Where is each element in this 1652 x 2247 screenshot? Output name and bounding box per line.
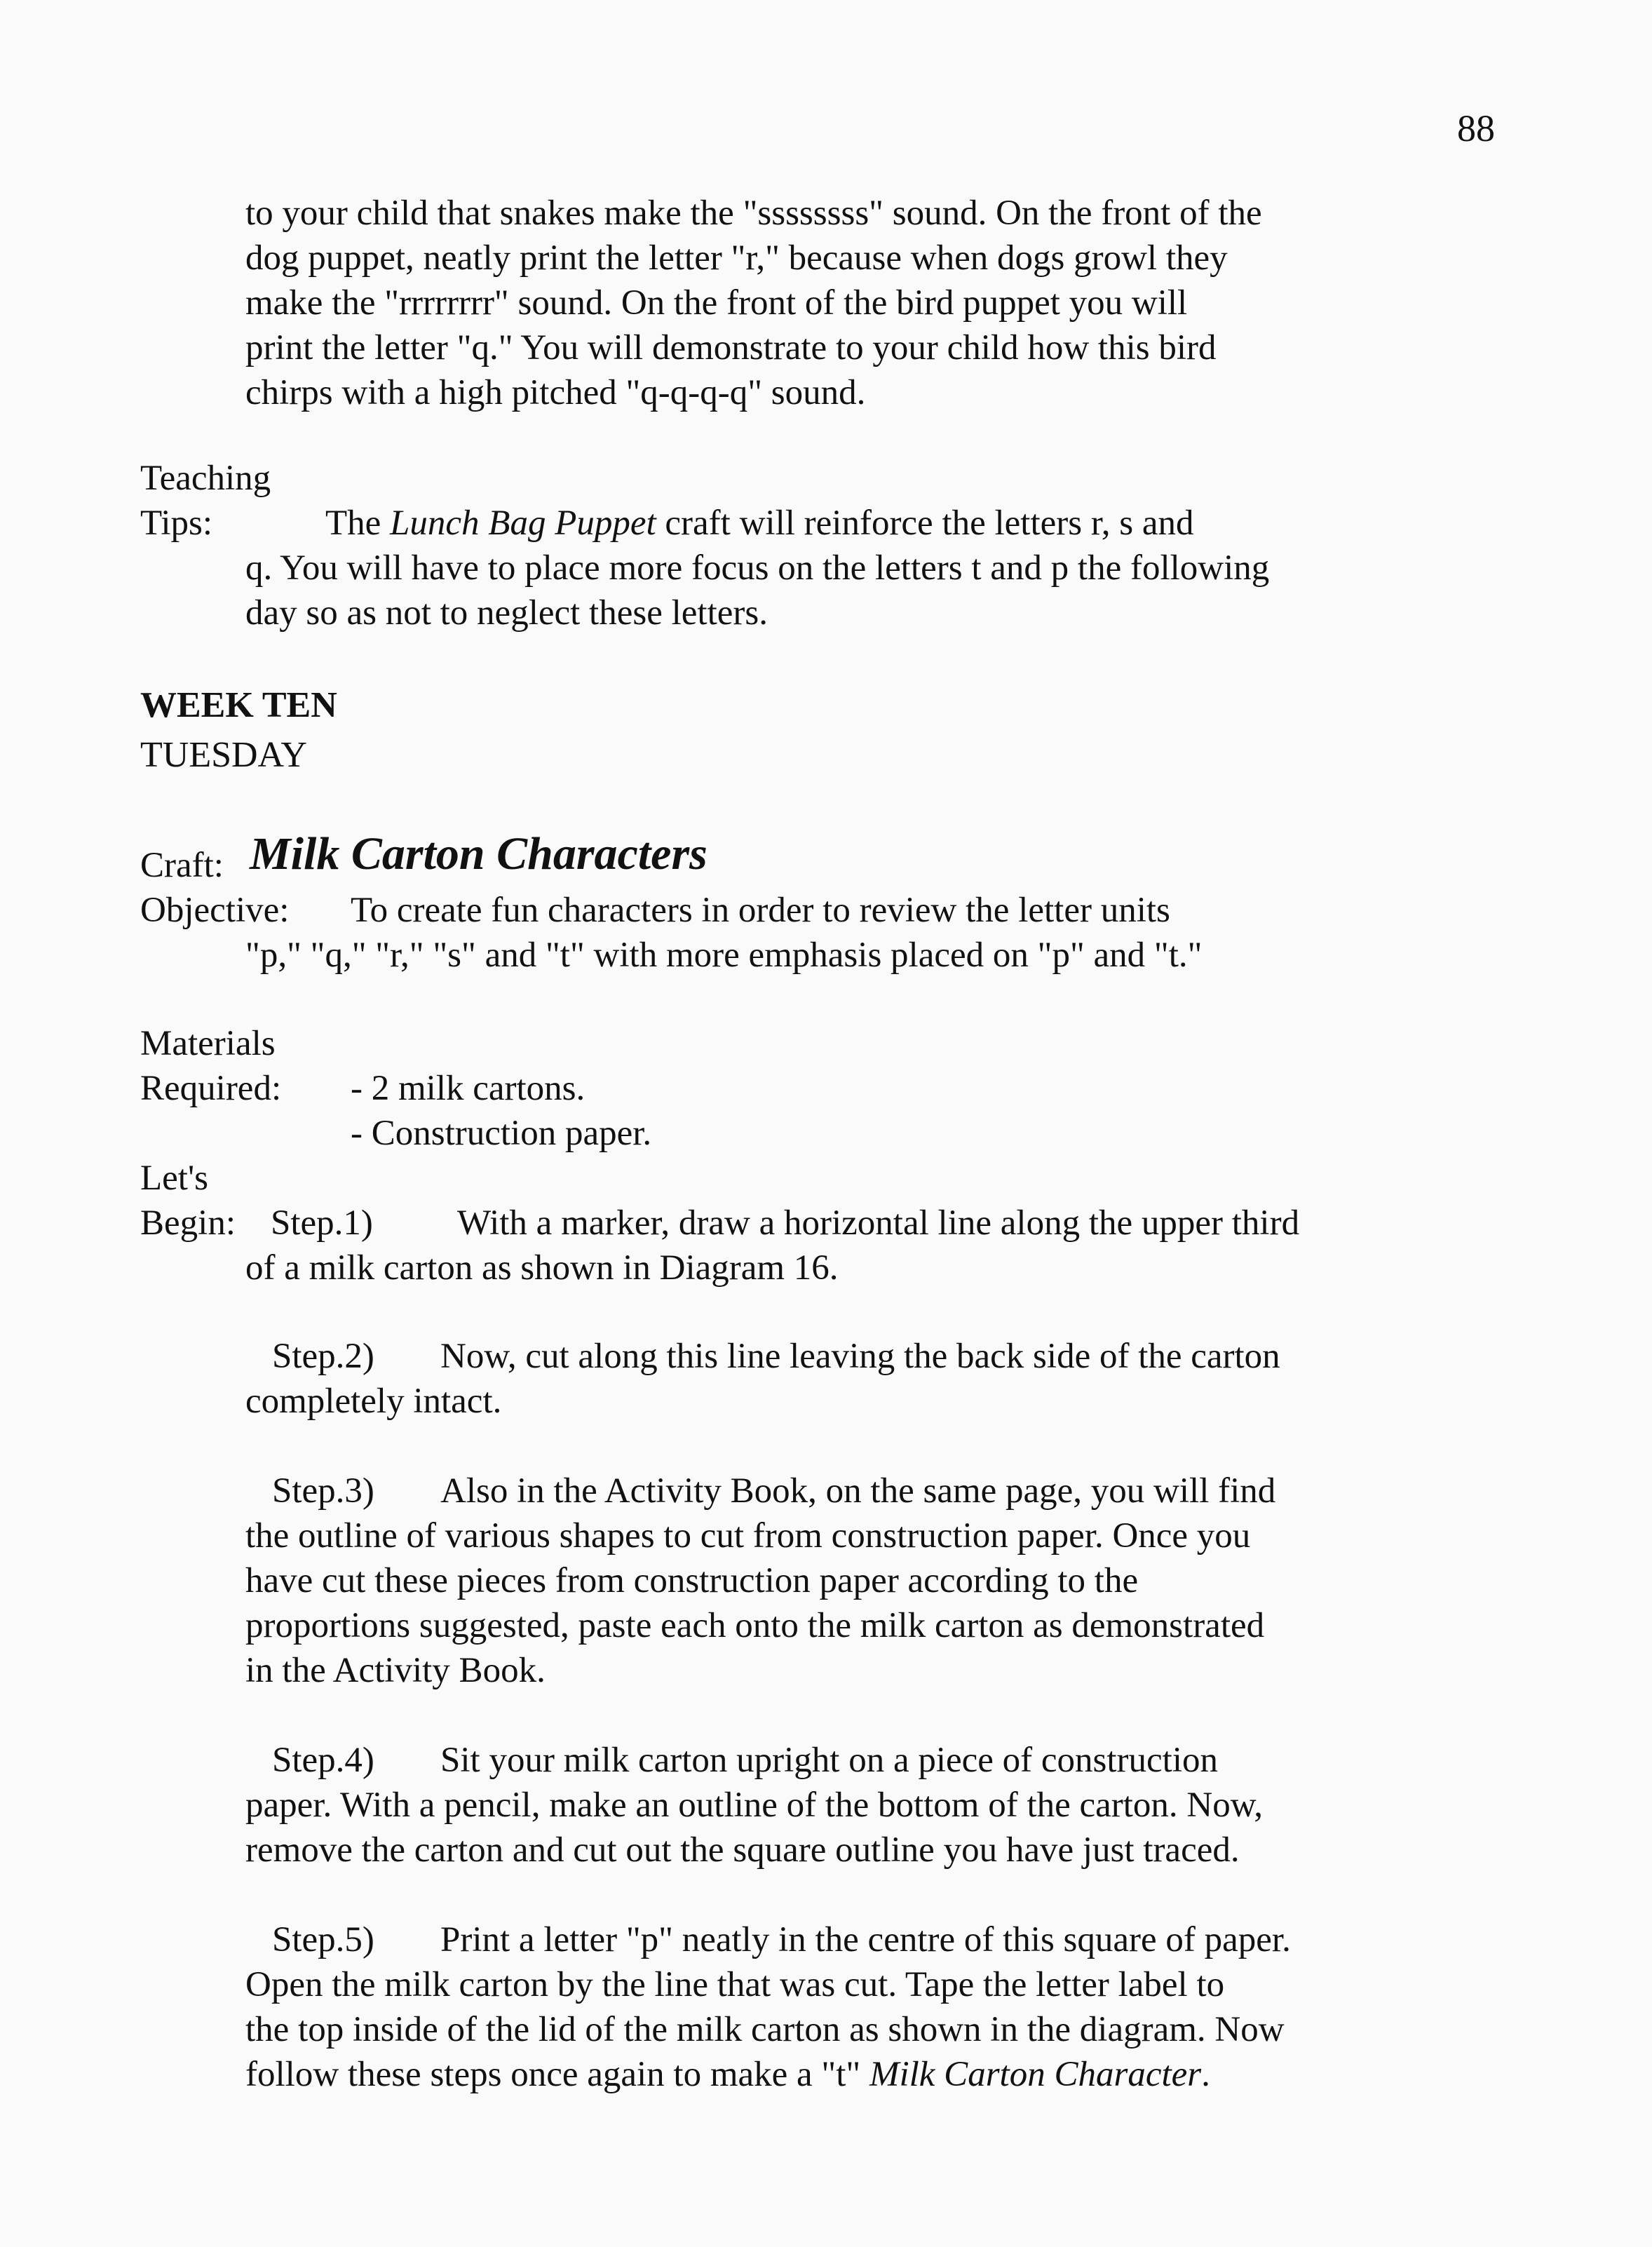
begin-label-1: Let's [140, 1159, 208, 1198]
materials-label-2: Required: [140, 1069, 282, 1108]
week-heading: WEEK TEN [140, 685, 337, 725]
step-3-first-line: Also in the Activity Book, on the same page, you will find [440, 1471, 1276, 1511]
intro-line: make the "rrrrrrrr" sound. On the front of the bird puppet you will [245, 283, 1188, 323]
materials-item: - 2 milk cartons. [351, 1069, 585, 1108]
step-4-line: paper. With a pencil, make an outline of the bottom of the carton. Now, [245, 1786, 1264, 1825]
day-heading: TUESDAY [140, 735, 307, 775]
page-number: 88 [1457, 107, 1495, 149]
step-2-first-line: Now, cut along this line leaving the back side of the carton [440, 1337, 1280, 1376]
teaching-tips-line-1 [325, 501, 1194, 546]
step-3-rest [245, 1513, 1395, 1693]
teaching-tips-label-1: Teaching [140, 459, 271, 498]
intro-line: chirps with a high pitched "q-q-q-q" sound. [245, 373, 866, 412]
intro-line: to your child that snakes make the "ssssssss" sound. On the front of the [245, 194, 1262, 233]
intro-line: print the letter "q." You will demonstrate to your child how this bird [245, 328, 1217, 367]
objective-label: Objective: [140, 891, 290, 930]
step-5-label: Step.5) [272, 1920, 374, 1959]
step-4-line: remove the carton and cut out the square outline you have just traced. [245, 1830, 1240, 1870]
step-1-rest: of a milk carton as shown in Diagram 16. [245, 1248, 839, 1288]
step-5-italic-title: Milk Carton Character [869, 2055, 1202, 2094]
craft-title: Milk Carton Characters [250, 828, 707, 879]
step-1-first-line: With a marker, draw a horizontal line along the upper third [457, 1203, 1300, 1243]
step-5-line: Open the milk carton by the line that was cut. Tape the letter label to [245, 1965, 1225, 2004]
tips-text: craft will reinforce the letters r, s and [656, 504, 1194, 543]
step-3-line: have cut these pieces from construction paper according to the [245, 1561, 1139, 1600]
step-2-rest: completely intact. [245, 1382, 502, 1421]
tips-text: The [325, 504, 391, 543]
materials-list [351, 1066, 651, 1156]
step-3-label: Step.3) [272, 1471, 374, 1511]
step-5-text: . [1201, 2055, 1210, 2094]
teaching-tips-body [245, 546, 1395, 635]
step-5-last-line [245, 2052, 1395, 2097]
materials-item: - Construction paper. [351, 1114, 652, 1153]
step-3-line: in the Activity Book. [245, 1651, 546, 1690]
step-4-rest [245, 1783, 1395, 1872]
step-5-rest [245, 1962, 1395, 2097]
intro-paragraph [245, 191, 1395, 415]
tips-italic-title: Lunch Bag Puppet [390, 504, 656, 543]
tips-line: q. You will have to place more focus on the letters t and p the following [245, 548, 1270, 588]
step-5-text: follow these steps once again to make a "t" [245, 2055, 869, 2094]
craft-label: Craft: [140, 846, 224, 885]
tips-line: day so as not to neglect these letters. [245, 593, 768, 633]
step-3-line: proportions suggested, paste each onto the milk carton as demonstrated [245, 1606, 1265, 1645]
step-4-first-line: Sit your milk carton upright on a piece of construction [440, 1741, 1219, 1780]
materials-label-1: Materials [140, 1024, 276, 1063]
begin-label-2: Begin: [140, 1203, 236, 1243]
step-2-label: Step.2) [272, 1337, 374, 1376]
objective-line-1: To create fun characters in order to review the letter units [351, 891, 1170, 930]
step-3-line: the outline of various shapes to cut from construction paper. Once you [245, 1516, 1251, 1556]
step-5-line: the top inside of the lid of the milk carton as shown in the diagram. Now [245, 2010, 1285, 2049]
step-4-label: Step.4) [272, 1741, 374, 1780]
step-5-first-line: Print a letter "p" neatly in the centre of this square of paper. [440, 1920, 1291, 1959]
objective-line-2: "p," "q," "r," "s" and "t" with more emphasis placed on "p" and "t." [245, 936, 1203, 975]
teaching-tips-label-2: Tips: [140, 504, 213, 543]
step-1-label: Step.1) [271, 1203, 373, 1243]
intro-line: dog puppet, neatly print the letter "r," because when dogs growl they [245, 238, 1228, 278]
